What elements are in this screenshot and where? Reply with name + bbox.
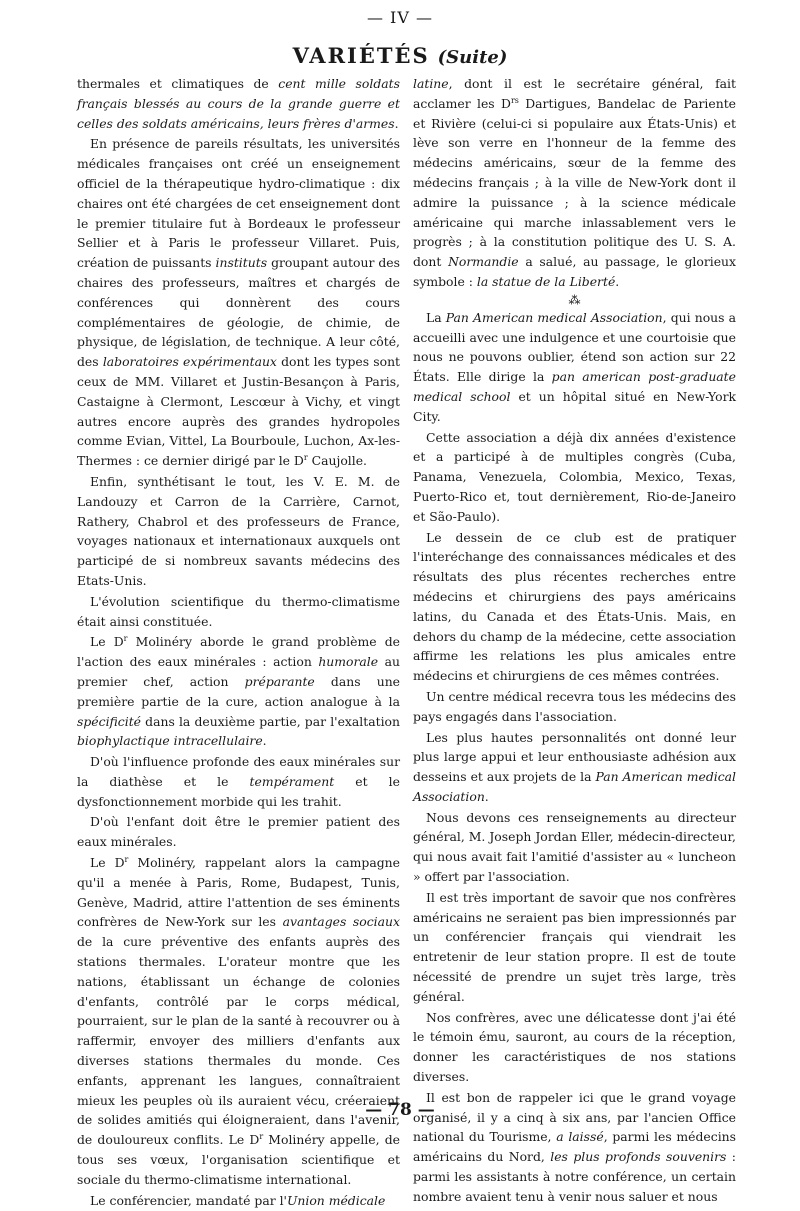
italic-text: les plus profonds souvenirs <box>550 1149 727 1165</box>
paragraph: Le $D^r$ Molinéry aborde le grand problème de l'action des eaux minérales : action humorale au premier chef, action préparante dans une première partie de la cure, action analogue à la spécificité dans la deuxième partie, par l'exaltation biophylactique intracellulaire. <box>77 634 401 749</box>
paragraph: Le $D^r$ Molinéry, rappelant alors la campagne qu'il a menée à Paris, Rome, Budapest, Tunis, Genève, Madrid, attire l'attention de ses éminents confrères de New-York sur les avantages sociaux de la cure préventive des enfants auprès des stations thermales. L'orateur montre que les nations, établissant un échange de colonies d'enfants, contrôlé par le corps médical, pourraient, sur le plan de la santé à recouvrer ou à raffermir, envoyer des milliers d'enfants aux diverses stations thermales du monde. Ces enfants, apprenant les langues, connaîtraient mieux les peuples où ils auraient vécu, créeraient de solides amitiés qui éloigneraient, dans l'avenir, de douloureux conflits. Le $D^r$ Molinéry appelle, de tous ses vœux, l'organisation scientifique et sociale du thermo-climatisme international. <box>77 854 400 1187</box>
italic-text: la statue de la Liberté <box>476 273 616 289</box>
right-column <box>413 74 736 1208</box>
italic-text: instituts <box>215 255 268 271</box>
paragraph: Nous devons ces renseignements au directeur général, M. Joseph Jordan Eller, médecin-directeur, qui nous avait fait l'amitié d'assister au « luncheon » offert par l'association. <box>413 809 736 885</box>
paragraph: D'où l'influence profonde des eaux minérales sur la diathèse et le tempérament et le dysfonctionnement morbide qui les trahit. <box>77 754 400 809</box>
superscript: r <box>123 634 128 644</box>
italic-text: Pan American medical Association <box>445 309 663 325</box>
italic-text: humorale <box>318 654 379 670</box>
paragraph: Cette association a déjà dix années d'existence et a participé à de multiples congrès (Cuba, Panama, Venezuela, Colombia, Mexico, Texas, Puerto-Rico et, tout dernièrement, Rio-de-Janeiro et São-Paulo). <box>413 429 736 524</box>
superscript: r <box>303 453 308 463</box>
italic-text: Normandie <box>448 254 519 270</box>
superscript: rs <box>510 95 519 105</box>
paragraph: Nos confrères, avec une délicatesse dont j'ai été le témoin ému, sauront, au cours de la réception, donner les caractéristiques de nos stations diverses. <box>413 1009 736 1085</box>
paragraph: Il est bon de rappeler ici que le grand voyage organisé, il y a cinq à six ans, par l'ancien Office national du Tourisme, a laissé, parmi les médecins américains du Nord, les plus profonds souvenirs : parmi les assistants à notre conférence, un certain nombre avaient tenu à venir nous saluer et nous <box>413 1089 736 1204</box>
italic-text: pan american post-graduate medical school <box>413 369 736 404</box>
italic-text: cent mille soldats français blessés au cours de la grande guerre et celles des soldats américains, leurs frères d'armes <box>77 76 400 131</box>
italic-text: latine <box>413 76 449 91</box>
paragraph: latine, dont il est le secrétaire général, fait acclamer les $D^{rs}$ Dartigues, Bandelac de Pariente et Rivière (celui-ci si populaire aux États-Unis) et lève son verre en l'honneur de la femme des médecins américains, sœur de la femme des médecins français ; à la ville de New-York dont il admire la puissance ; à la science médicale américaine qui marche inlassablement vers le progrès ; à la constitution politique des U. S. A. dont Normandie a salué, au passage, le glorieux symbole : la statue de la Liberté. <box>413 76 737 289</box>
paragraph: Le conférencier, mandaté par l'Union médicale <box>90 1192 386 1208</box>
section-title-text: VARIÉTÉS <box>292 43 430 68</box>
left-column <box>77 74 400 1211</box>
paragraph: La Pan American medical Association, qui nous a accueilli avec une indulgence et une courtoisie que nous ne pouvons oublier, étend son action sur 22 États. Elle dirige la pan american post-graduate medical school et un hôpital situé en New-York City. <box>413 309 737 424</box>
superscript: r <box>259 1132 264 1142</box>
italic-text: préparante <box>244 673 315 689</box>
paragraph: D'où l'enfant doit être le premier patient des eaux minérales. <box>77 814 400 850</box>
section-subtitle: (Suite) <box>437 47 508 68</box>
paragraph: Un centre médical recevra tous les médecins des pays engagés dans l'association. <box>413 688 736 724</box>
paragraph: L'évolution scientifique du thermo-climatisme était ainsi constituée. <box>77 593 400 629</box>
paragraph: En présence de pareils résultats, les universités médicales françaises ont créé un enseignement officiel de la thérapeutique hydro-climatique : dix chaires ont été chargées de cet enseignement dont le premier titulaire fut à Bordeaux le professeur Sellier et à Paris le professeur Villaret. Puis, création de puissants instituts groupant autour des chaires des professeurs, maîtres et chargés de conférences qui donnèrent des cours complémentaires de géologie, de chimie, de physique, de législation, de technique. A leur côté, des laboratoires expérimentaux dont les types sont ceux de MM. Villaret et Justin-Besançon à Paris, Castaigne à Clermont, Lescœur à Vichy, et vingt autres encore auprès des grandes hydropoles comme Evian, Vittel, La Bourboule, Luchon, Ax-les-Thermes : ce dernier dirigé par le $D^r$ Caujolle. <box>77 136 401 469</box>
paragraph: Les plus hautes personnalités ont donné leur plus large appui et leur enthousiaste adhésion aux desseins et aux projets de la Pan American medical Association. <box>413 729 736 804</box>
superscript: r <box>124 854 129 864</box>
paragraph: Il est très important de savoir que nos confrères américains ne seraient pas bien impressionnés par un conférencier français qui viendrait les entretenir de leur station propre. Il est de toute nécessité de prendre un sujet très large, très général. <box>413 889 736 1004</box>
paragraph: Enfin, synthétisant le tout, les V. E. M. de Landouzy et Carron de la Carrière, Carnot, Rathery, Chabrol et des professeurs de France, voyages nationaux et internationaux auxquels ont participé de si nombreux savants médecins des Etats-Unis. <box>77 473 400 588</box>
italic-text: biophylactique intracellulaire <box>77 733 263 749</box>
paragraph: Le dessein de ce club est de pratiquer l'interéchange des connaissances médicales et des résultats des plus récentes recherches entre médecins et chirurgiens des pays américains latins, du Canada et des États-Unis. Mais, en dehors du champ de la médecine, cette association affirme les relations les plus amicales entre médecins et chirurgiens de ces mêmes contrées. <box>413 529 736 684</box>
italic-text: avantages sociaux <box>282 914 400 930</box>
italic-text: spécificité <box>77 713 142 729</box>
italic-text: laboratoires expérimentaux <box>102 354 277 370</box>
section-separator: ⁂ <box>568 292 581 307</box>
section-title <box>0 45 800 67</box>
page-header-number: — IV — <box>366 8 434 27</box>
italic-text: a laissé <box>556 1129 604 1145</box>
italic-text: Pan American medical Association <box>413 769 736 804</box>
italic-text: Union médicale <box>286 1192 386 1208</box>
paragraph: thermales et climatiques de cent mille soldats français blessés au cours de la grande guerre et celles des soldats américains, leurs frères d'armes. <box>77 76 400 131</box>
page-footer-number: — 78 — <box>365 1100 435 1120</box>
italic-text: tempérament <box>249 773 335 789</box>
